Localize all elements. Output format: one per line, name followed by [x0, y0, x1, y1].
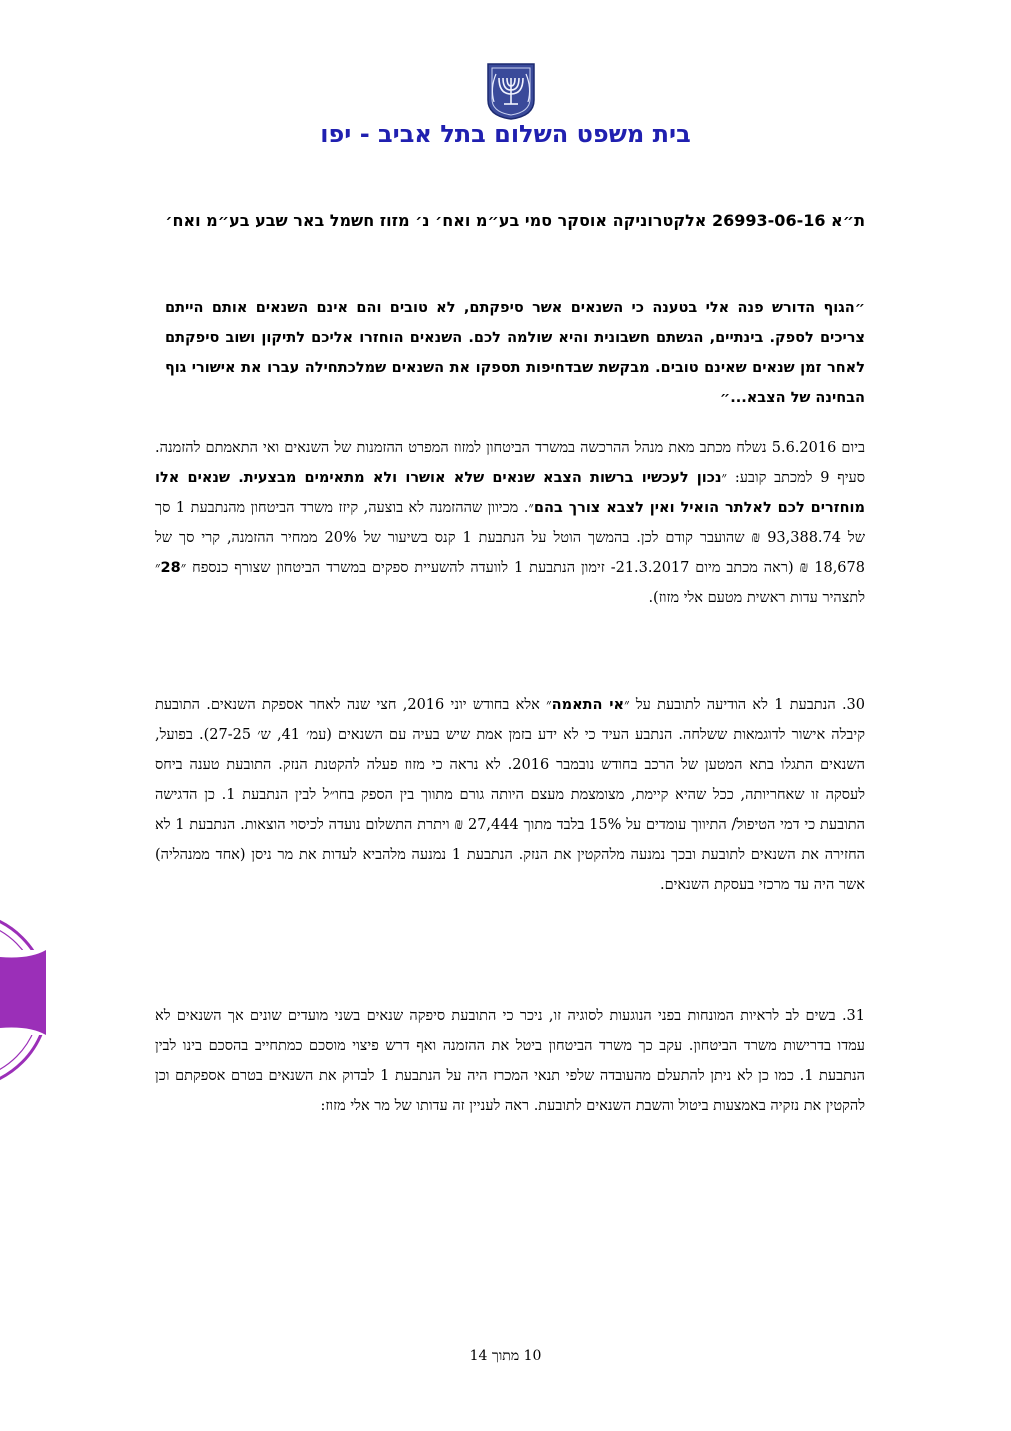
- intro-bold-quote: נכון לעכשיו ברשות הצבא שנאים שלא אושרו ולא מתאימים מבצעית. שנאים אלו מוחזרים לכם לאלתר הואיל ואין לצבא צורך בהם: [155, 470, 865, 516]
- state-emblem-icon: [484, 62, 538, 120]
- paragraph-30-bold: אי התאמה: [551, 697, 625, 713]
- paragraph-31-text: בשים לב לראיות המונחות בפני הנוגעות לסוגיה זו, ניכר כי התובעת סיפקה שנאים בשני מועדים שונים אך השנאים לא עמדו בדרישות משרד הביטחון. עקב כך משרד הביטחון ביטל את ההזמנה ואף דרש פיצוי מוסכם כמתחייב בהסכם בינו לבין הנתבעת 1. כמו כן לא ניתן להתעלם מהעובדה שלפי תנאי המכרז היה על הנתבעת 1 לבדוק את השנאים בטרם אספקתם וכן להקטין את נזקיה באמצעות ביטול והשבת השנאים לתובעת. ראה לעניין זה עדותו של מר אלי מזוז:: [155, 1008, 865, 1114]
- intro-text-3: ״ לתצהיר עדות ראשית מטעם אלי מזוז).: [155, 560, 865, 606]
- paragraph-30-text-1: הנתבעת 1 לא הודיעה לתובעת על ״: [624, 697, 836, 713]
- case-title: ת״א 26993-06-16 אלקטרוניקה אוסקר סמי בע״מ ואח׳ נ׳ מזוז חשמל באר שבע בע״מ ואח׳: [165, 211, 865, 230]
- court-name: בית משפט השלום בתל אביב - יפו: [320, 120, 691, 148]
- page-number: 10 מתוך 14: [469, 1348, 542, 1364]
- paragraph-30: [155, 690, 865, 900]
- intro-text-2: ״. מכיוון שההזמנה לא בוצעה, קיזז משרד הביטחון מהנתבעת 1 סך של 93,388.74 ₪ שהועבר קודם לכן. בהמשך הוטל על הנתבעת 1 קנס בשיעור של 20% ממחיר ההזמנה, קרי סך של 18,678 ₪ (ראה מכתב מיום 21.3.2017- זימון הנתבעת 1 לוועדה להשעיית ספקים במשרד הביטחון שצורף כנספח ״: [155, 500, 865, 576]
- court-stamp: [0, 905, 46, 1095]
- paragraph-number: 31.: [841, 1008, 865, 1024]
- paragraph-31: [155, 1001, 865, 1121]
- intro-text-1: ביום 5.6.2016 נשלח מכתב מאת מנהל ההרכשה במשרד הביטחון למזוז המפרט ההזמנות של השנאים ואי התאמתם להזמנה. סעיף 9 למכתב קובע: ״: [155, 440, 865, 486]
- intro-paragraph: [155, 433, 865, 613]
- paragraph-number: 30.: [841, 697, 865, 713]
- paragraph-30-text-2: ״ אלא בחודש יוני 2016, חצי שנה לאחר אספקת השנאים. התובעת קיבלה אישור לדוגמאות ששלחה. הנתבע העיד כי לא ידע בזמן אמת שיש בעיה עם השנאים (עמ׳ 41, ש׳ 27-25). בפועל, השנאים התגלו בתא המטען של הרכב בחודש נובמבר 2016. לא נראה כי מזוז פעלה להקטנת הנזק. התובעת טענה ביחס לעסקה זו שאחריותה, ככל שהיא קיימת, מצומצמת מעצם היותה גורם מתווך בין הספק בחו״ל לבין הנתבעת 1. כן הדגישה התובעת כי דמי הטיפול/ התיווך עומדים על 15% בלבד מתוך 27,444 ₪ ויתרת התשלום נועדה לכיסוי הוצאות. הנתבעת 1 לא החזירה את השנאים לתובעת ובכך נמנעה מלהקטין את הנזק. הנתבעת 1 נמנעה מלהביא לעדות את מר ניסן (אחד ממנהליה) אשר היה עד מרכזי בעסקת השנאים.: [155, 697, 865, 893]
- intro-appendix-number: 28: [160, 560, 181, 576]
- quoted-letter: ״הגוף הדורש פנה אלי בטענה כי השנאים אשר סיפקתם, לא טובים והם אינם השנאים אותם הייתם צריכים לספק. בינתיים, הגשתם חשבונית והיא שולמה לכם. השנאים הוחזרו אליכם לתיקון ושוב סיפקתם לאחר זמן שנאים שאינם טובים. מבקשת שבדחיפות תספקו את השנאים שמלכתחילה עברו את אישורי גוף הבחינה של הצבא...״: [165, 300, 865, 406]
